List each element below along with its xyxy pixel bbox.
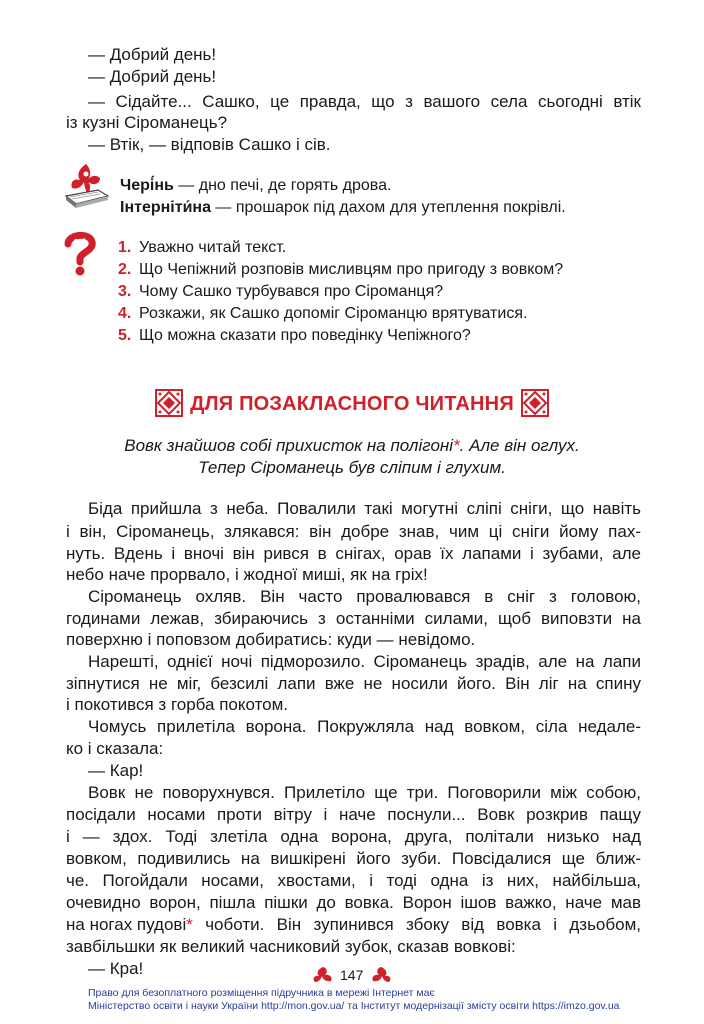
body-line: зіпнутися не міг, безсилі лапи вже не носили його. Він ліг на спину xyxy=(66,674,641,693)
question-text: Чому Сашко турбувався про Сіроманця? xyxy=(139,283,444,300)
section-heading-text: ДЛЯ ПОЗАКЛАСНОГО ЧИТАННЯ xyxy=(190,393,514,415)
body-line: очевидно ворон, пішла пішки до вовка. Ворон ішов важко, наче мав xyxy=(66,893,641,912)
body-line: вовком, подивились на вишкірені його зуби. Повсідалися ще ближ- xyxy=(66,849,641,868)
body-line: Чомусь прилетіла ворона. Покружляла над вовком, сіла недале- xyxy=(88,717,641,736)
dialogue-line: — Втік, — відповів Сашко і сів. xyxy=(88,135,331,154)
question-item xyxy=(118,259,563,281)
footer-line: Право для безоплатного розміщення підручника в мережі Інтернет має xyxy=(88,987,435,999)
body-line: небо наче прорвало, і жодної миші, як на гріх! xyxy=(66,565,428,584)
body-line: і — здох. Тоді злетіла одна ворона, друга, політали низько над xyxy=(66,827,641,846)
dialogue-line: — Добрий день! xyxy=(88,45,217,64)
question-number: 3. xyxy=(118,283,132,300)
body-text: чоботи. Він зупинився збоку від вовка і дзьобом, xyxy=(192,915,641,934)
flower-ornament-icon xyxy=(368,965,394,985)
body-line: посідали носами проти вітру і наче поснули... Вовк розкрив пащу xyxy=(66,805,641,824)
body-text: на ногах пудові xyxy=(66,915,187,934)
dialogue-line: із кузні Сіроманець? xyxy=(66,113,228,132)
body-line: че. Погойдали носами, хвостами, і тоді одна із них, найбільша, xyxy=(66,871,641,890)
body-line: і покотився з горба покотом. xyxy=(66,695,289,714)
body-line: — Кар! xyxy=(88,761,144,780)
body-line: — Кра! xyxy=(88,959,144,978)
dialogue-line: — Сідайте... Сашко, це правда, що з вашого села сьогодні втік xyxy=(88,92,641,111)
body-line: ко і сказала: xyxy=(66,739,164,758)
question-item xyxy=(118,237,286,259)
question-text: Що Чепіжний розповів мисливцям про пригоду з вовком? xyxy=(139,261,564,278)
flower-ornament-icon xyxy=(310,965,336,985)
body-line: Вовк не поворухнувся. Прилетіло ще три. Поговорили між собою, xyxy=(88,783,641,802)
question-text: Уважно читай текст. xyxy=(139,239,287,256)
footnote-marker: * xyxy=(186,915,193,934)
section-heading xyxy=(0,389,704,420)
glossary-entry xyxy=(120,197,566,219)
question-text: Що можна сказати про поведінку Чепіжного? xyxy=(139,327,471,344)
footnote-marker: * xyxy=(453,436,460,455)
glossary-definition: — дно печі, де горять дрова. xyxy=(173,177,392,194)
body-line xyxy=(66,914,641,936)
glossary-term: Інтерніти́на xyxy=(120,199,211,216)
question-number: 1. xyxy=(118,239,132,256)
question-text: Розкажи, як Сашко допоміг Сіроманцю врятуватися. xyxy=(139,305,528,322)
glossary-definition: — прошарок під дахом для утеплення покрівлі. xyxy=(210,199,566,216)
body-line: і він, Сіроманець, злякався: він добре знав, чим ці сніги йому пах- xyxy=(66,522,641,541)
body-line: Біда прийшла з неба. Повалили такі могутні сліпі сніги, що навіть xyxy=(88,499,641,518)
question-number: 4. xyxy=(118,305,132,322)
question-number: 5. xyxy=(118,327,132,344)
epigraph-text: Вовк знайшов собі прихисток на полігоні xyxy=(124,436,454,455)
page-number: 147 xyxy=(340,967,364,983)
epigraph-line xyxy=(0,435,704,457)
ornament-icon xyxy=(520,388,550,418)
body-line: Нарешті, однієї ночі підморозило. Сіроманець зрадів, але на лапи xyxy=(88,652,641,671)
body-line: поверхню і поповзом добиратись: куди — невідомо. xyxy=(66,630,476,649)
question-item xyxy=(118,303,527,325)
epigraph-text: . Але він оглух. xyxy=(459,436,580,455)
footer-line: Міністерство освіти і науки України http://mon.gov.ua/ та Інститут модернізації змісту освіти https://imzo.gov.ua xyxy=(88,1000,620,1012)
glossary-book-icon xyxy=(62,160,110,212)
dialogue-line: — Добрий день! xyxy=(88,67,217,86)
body-line: годинами лежав, збираючись з останніми силами, щоб виповзти на xyxy=(66,609,641,628)
epigraph-line: Тепер Сіроманець був сліпим і глухим. xyxy=(198,458,506,477)
ornament-icon xyxy=(154,388,184,418)
body-line: нуть. Вдень і вночі він рився в снігах, орав їх лапами і зубами, але xyxy=(66,544,641,563)
glossary-term: Чері́нь xyxy=(120,177,174,194)
question-item xyxy=(118,281,443,303)
body-line: Сіроманець охляв. Він часто провалювався в сніг з головою, xyxy=(88,587,641,606)
question-mark-icon xyxy=(60,232,100,276)
question-number: 2. xyxy=(118,261,132,278)
glossary-entry xyxy=(120,175,391,197)
body-line: завбільшки як великий часниковий зубок, сказав вовкові: xyxy=(66,937,516,956)
question-item xyxy=(118,325,471,347)
